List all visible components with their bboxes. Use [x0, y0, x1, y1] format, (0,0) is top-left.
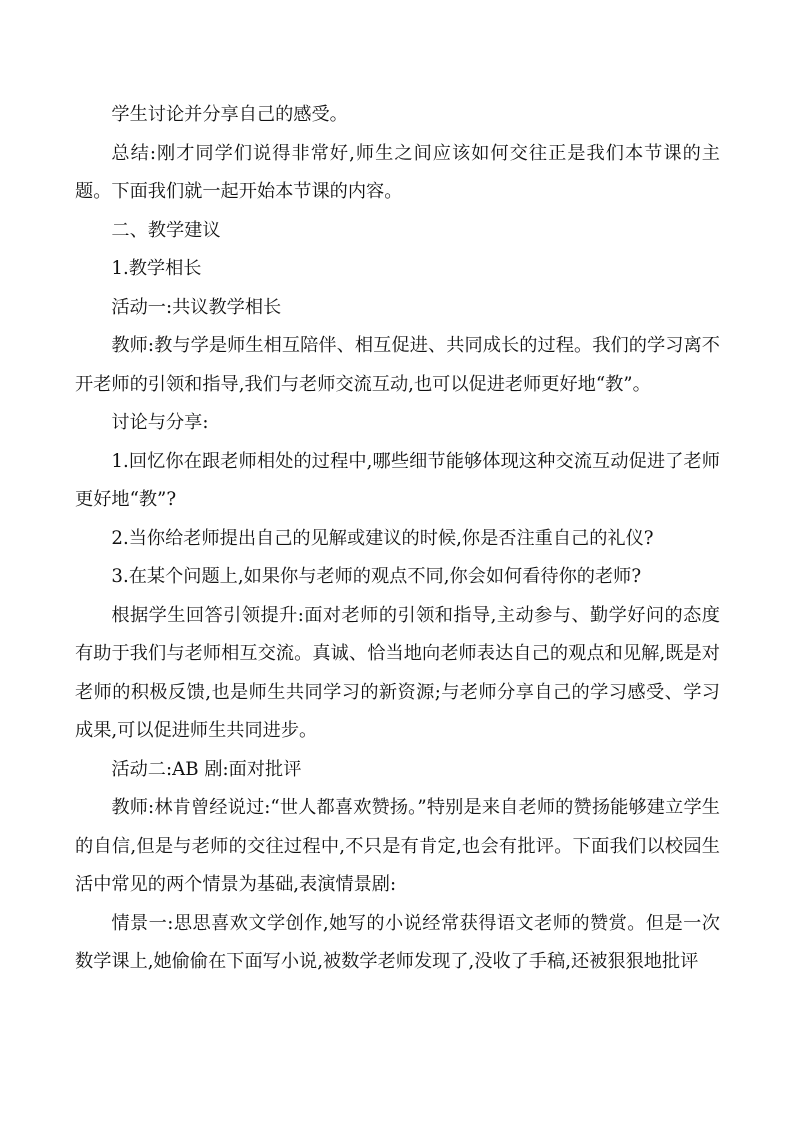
paragraph-discussion-share: 学生讨论并分享自己的感受。 — [111, 104, 348, 125]
question-3: 3.在某个问题上,如果你与老师的观点不同,你会如何看待你的老师? — [111, 566, 642, 587]
activity-one-title: 活动一:共议教学相长 — [111, 296, 282, 318]
question-2: 2.当你给老师提出自己的见解或建议的时候,你是否注重自己的礼仪? — [111, 527, 654, 549]
paragraph-guidance: 根据学生回答引领提升:面对老师的引领和指导,主动参与、勤学好问的态度有助于我们与老师相互交流。真诚、恰当地向老师表达自己的观点和见解,既是对老师的积极反馈,也是师生共同学习的新资源;与老师分享自己的学习感受、学习成果,可以促进师生共同进步。 — [75, 604, 720, 741]
section-heading-teaching-suggestions: 二、教学建议 — [111, 219, 221, 241]
paragraph-lincoln-quote: 教师:林肯曾经说过:“世人都喜欢赞扬。”特别是来自老师的赞扬能够建立学生的自信,但是与老师的交往过程中,不只是有肯定,也会有批评。下面我们以校园生活中常见的两个情景为基础,表演情景剧: — [75, 797, 720, 895]
subheading-teaching-benefits: 1.教学相长 — [111, 258, 202, 279]
document-body — [75, 96, 720, 982]
question-1: 1.回忆你在跟老师相处的过程中,哪些细节能够体现这种交流互动促进了老师更好地“教”? — [75, 450, 720, 510]
paragraph-scenario-one: 情景一:思思喜欢文学创作,她写的小说经常获得语文老师的赞赏。但是一次数学课上,她偷偷在下面写小说,被数学老师发现了,没收了手稿,还被狠狠地批评 — [75, 912, 720, 972]
activity-two-title: 活动二:AB 剧:面对批评 — [111, 758, 302, 780]
paragraph-summary: 总结:刚才同学们说得非常好,师生之间应该如何交往正是我们本节课的主题。下面我们就一起开始本节课的内容。 — [75, 142, 720, 202]
discussion-heading: 讨论与分享: — [111, 412, 209, 433]
paragraph-teacher-intro: 教师:教与学是师生相互陪伴、相互促进、共同成长的过程。我们的学习离不开老师的引领和指导,我们与老师交流互动,也可以促进老师更好地“教”。 — [75, 335, 720, 395]
